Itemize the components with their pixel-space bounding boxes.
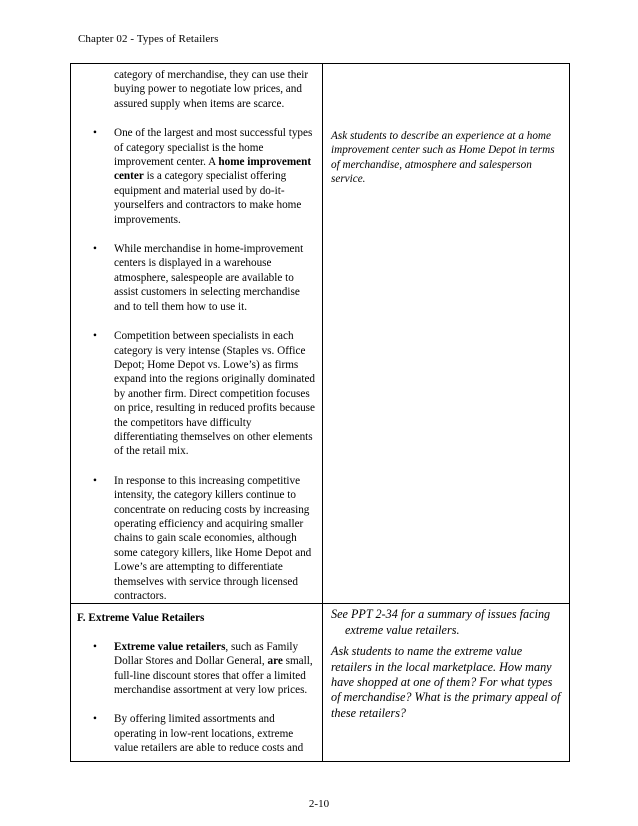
bullet-text: In response to this increasing competitive intensity, the category killers continue to concentrate on reducing costs by increasing operating efficiency and acquiring smaller chains to gain scale economies, although some category killers, like Home Depot and Lowe’s are attempting to differentiate themselves with service through licensed contractors. (114, 474, 312, 602)
list-item (77, 640, 316, 698)
bullet-text: small, full-line discount stores that offer a limited merchandise assortment at very low prices. (114, 655, 313, 697)
bullet-text: One of the largest and most successful types of category specialist is the home improvement center. A (114, 127, 313, 169)
right-cell (323, 64, 570, 604)
bullet-text: , such as Family Dollar Stores and Dollar General, (114, 640, 299, 668)
bullet-icon: • (93, 127, 97, 140)
ppt-reference: See PPT 2-34 for a summary of issues facing extreme value retailers. (331, 607, 551, 637)
instructor-note: Ask students to describe an experience at a home improvement center such as Home Depot in terms of merchandise, atmosphere and salesperson service. (331, 130, 555, 186)
bullet-icon: • (93, 330, 97, 343)
list-item (77, 474, 316, 604)
list-item (77, 242, 316, 314)
bullet-icon: • (93, 640, 97, 653)
table-row (71, 64, 570, 604)
bullet-icon: • (93, 243, 97, 256)
left-cell (71, 604, 323, 762)
bullet-icon: • (93, 713, 97, 726)
content-table (70, 63, 570, 762)
continuation-text: category of merchandise, they can use their buying power to negotiate low prices, and assured supply when items are scarce. (114, 69, 309, 110)
list-item (77, 329, 316, 459)
bullet-text: While merchandise in home-improvement centers is displayed in a warehouse atmosphere, salespeople are available to assist customers in selecting merchandise and to tell them how to use it. (114, 243, 304, 313)
bullet-text: By offering limited assortments and operating in low-rent locations, extreme value retailers are able to reduce costs and (114, 713, 304, 755)
bullet-list (77, 126, 316, 603)
list-item (77, 126, 316, 227)
bold-term: home improvement center (114, 156, 312, 183)
bullet-icon: • (93, 474, 97, 487)
right-cell (323, 604, 570, 762)
bold-term: are (267, 655, 283, 668)
section-title: F. Extreme Value Retailers (77, 612, 205, 625)
bullet-text: is a category specialist offering equipment and material used by do-it-yourselfers and contractors to make home improvements. (114, 170, 302, 226)
bullet-text: Competition between specialists in each category is very intense (Staples vs. Office Depot; Home Depot vs. Lowe’s) as firms expand into the regions originally dominated by another firm. Direct competition focuses on price, resulting in reduced profits because the competitors have difficulty differentiating themselves on other elements of the retail mix. (114, 330, 316, 458)
bullet-list (77, 640, 316, 756)
table-row (71, 604, 570, 762)
chapter-header: Chapter 02 - Types of Retailers (78, 33, 219, 45)
page-number: 2-10 (308, 798, 330, 810)
instructor-note: Ask students to name the extreme value retailers in the local marketplace. How many have shopped at one of them? For what types of merchandise? What is the primary appeal of these retailers? (331, 644, 561, 720)
list-item (77, 712, 316, 755)
left-cell (71, 64, 323, 604)
bold-term: Extreme value retailers (114, 640, 226, 653)
